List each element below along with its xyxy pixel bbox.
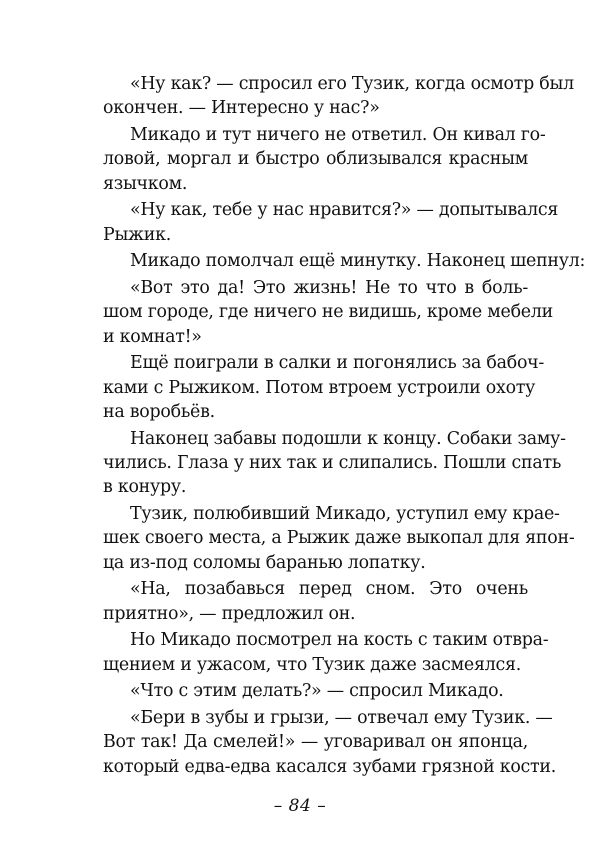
paragraph xyxy=(103,628,549,677)
text-line: Микадо и тут ничего не ответил. Он кивал го- xyxy=(130,124,546,145)
text-line: «На, позабавься перед сном. Это очень xyxy=(130,579,528,600)
paragraph xyxy=(103,198,559,247)
paragraph xyxy=(103,706,557,779)
text-line: и комнат!» xyxy=(103,326,202,347)
text-line: «Вот это да! Это жизнь! Не то что в боль- xyxy=(130,277,528,298)
text-line: язычком. xyxy=(103,173,188,194)
paragraph xyxy=(103,577,528,626)
text-line: ца из-под соломы баранью лопатку. xyxy=(103,552,426,573)
text-line: Вот так! Да смелей!» — уговаривал он японца, xyxy=(103,732,528,753)
text-line: шек своего места, а Рыжик даже выкопал для япон- xyxy=(103,528,575,549)
paragraph xyxy=(103,679,528,703)
text-line: «Что с этим делать?» — спросил Микадо. xyxy=(130,681,504,702)
page-number: – 84 – xyxy=(273,796,327,816)
text-line: Но Микадо посмотрел на кость с таким отвра- xyxy=(130,630,549,651)
paragraph xyxy=(103,72,574,121)
text-line: Ещё поиграли в салки и погонялись за бабоч- xyxy=(130,353,545,374)
paragraph xyxy=(103,351,545,424)
text-line: который едва-едва касался зубами грязной кости. xyxy=(103,756,557,777)
text-line: «Ну как, тебе у нас нравится?» — допытывался xyxy=(130,200,559,221)
paragraph xyxy=(103,276,553,349)
paragraph xyxy=(103,249,586,273)
text-line: Рыжик. xyxy=(103,224,172,245)
text-line: на воробьёв. xyxy=(103,402,215,423)
text-line: в конуру. xyxy=(103,477,187,498)
text-line: шом городе, где ничего не видишь, кроме мебели xyxy=(103,302,553,323)
text-line: окончен. — Интересно у нас?» xyxy=(103,98,380,119)
text-line: чились. Глаза у них так и слипались. Пошли спать xyxy=(103,452,562,473)
text-line: Наконец забавы подошли к концу. Собаки заму- xyxy=(130,428,566,449)
paragraph xyxy=(103,427,566,500)
text-line: приятно», — предложил он. xyxy=(103,603,356,624)
text-line: «Бери в зубы и грызи, — отвечал ему Тузик. — xyxy=(130,707,553,728)
text-line: щением и ужасом, что Тузик даже засмеялся. xyxy=(103,654,521,675)
paragraph xyxy=(103,502,575,575)
text-line: ками с Рыжиком. Потом втроем устроили охоту xyxy=(103,377,536,398)
text-line: «Ну как? — спросил его Тузик, когда осмотр был xyxy=(130,74,574,94)
paragraph xyxy=(103,123,546,196)
body-text xyxy=(103,72,586,779)
text-line: Тузик, полюбивший Микадо, уступил ему крае- xyxy=(130,503,560,524)
text-line: Микадо помолчал ещё минутку. Наконец шепнул: xyxy=(130,251,586,272)
text-line: ловой, моргал и быстро облизывался красным xyxy=(103,149,528,170)
